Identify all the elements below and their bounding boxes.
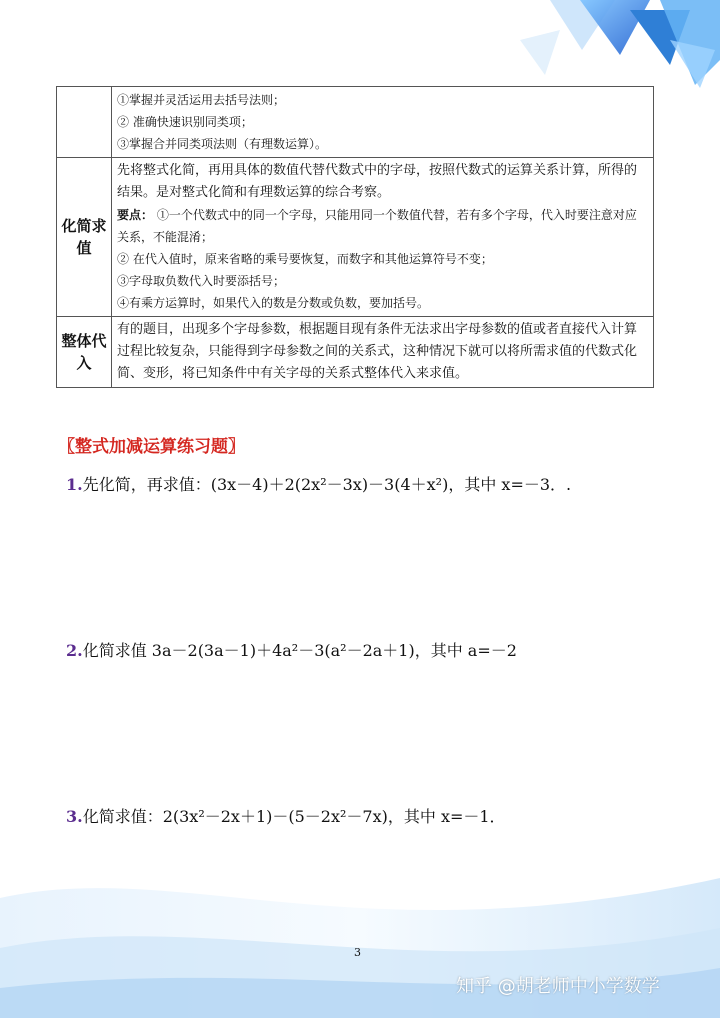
rules-cell bbox=[112, 87, 654, 158]
problem-number: 2. bbox=[66, 641, 83, 660]
problem-text: 化简求值：2(3x²－2x＋1)－(5－2x²－7x)，其中 x=－1． bbox=[82, 807, 506, 826]
row-head-whole-substitution: 整体代入 bbox=[57, 317, 112, 388]
problem-2 bbox=[66, 638, 517, 661]
problem-text: 先化简，再求值：(3x－4)＋2(2x²－3x)－3(4＋x²)，其中 x=－3．. bbox=[82, 475, 572, 494]
table-row bbox=[57, 87, 654, 158]
list-item: ② 准确快速识别同类项； bbox=[117, 115, 253, 129]
description-text: 有的题目，出现多个字母参数，根据题目现有条件无法求出字母参数的值或者直接代入计算过程比较复杂，只能得到字母参数之间的关系式，这种情况下就可以将所需求值的代数式化简、变形，将已知条件中有关字母的关系式整体代入来求值。 bbox=[117, 322, 638, 381]
list-item: ② 在代入值时，原来省略的乘号要恢复，而数字和其他运算符号不变； bbox=[117, 252, 493, 266]
problem-text: 化简求值 3a－2(3a－1)＋4a²－3(a²－2a＋1)，其中 a=－2 bbox=[82, 641, 517, 660]
problem-number: 3. bbox=[66, 807, 83, 826]
key-point-label: 要点： bbox=[117, 208, 154, 222]
problem-1 bbox=[66, 472, 571, 495]
whole-substitution-cell bbox=[112, 317, 654, 388]
decorative-graphic-top bbox=[520, 0, 720, 90]
simplify-evaluate-cell bbox=[112, 158, 654, 317]
row-head-simplify-evaluate: 化简求值 bbox=[57, 158, 112, 317]
list-item: ③掌握合并同类项法则（有理数运算）。 bbox=[117, 137, 328, 151]
knowledge-table bbox=[56, 86, 654, 388]
key-point-text: ①一个代数式中的同一个字母，只能用同一个数值代替，若有多个字母，代入时要注意对应关系，不能混淆； bbox=[117, 208, 637, 244]
table-row bbox=[57, 158, 654, 317]
list-item: ④有乘方运算时，如果代入的数是分数或负数，要加括号。 bbox=[117, 296, 430, 310]
description-text: 先将整式化简，再用具体的数值代替代数式中的字母，按照代数式的运算关系计算，所得的结果。是对整式化简和有理数运算的综合考察。 bbox=[117, 163, 638, 200]
table-row bbox=[57, 317, 654, 388]
list-item: ①掌握并灵活运用去括号法则； bbox=[117, 93, 286, 107]
section-title: 〖整式加减运算练习题〗 bbox=[58, 437, 245, 457]
key-point-first bbox=[117, 204, 648, 248]
problem-number: 1. bbox=[66, 475, 83, 494]
page-number: 3 bbox=[354, 946, 361, 959]
row-head-empty bbox=[57, 87, 112, 158]
list-item: ③字母取负数代入时要添括号； bbox=[117, 274, 286, 288]
watermark: 知乎 @胡老师中小学数学 bbox=[456, 976, 660, 997]
